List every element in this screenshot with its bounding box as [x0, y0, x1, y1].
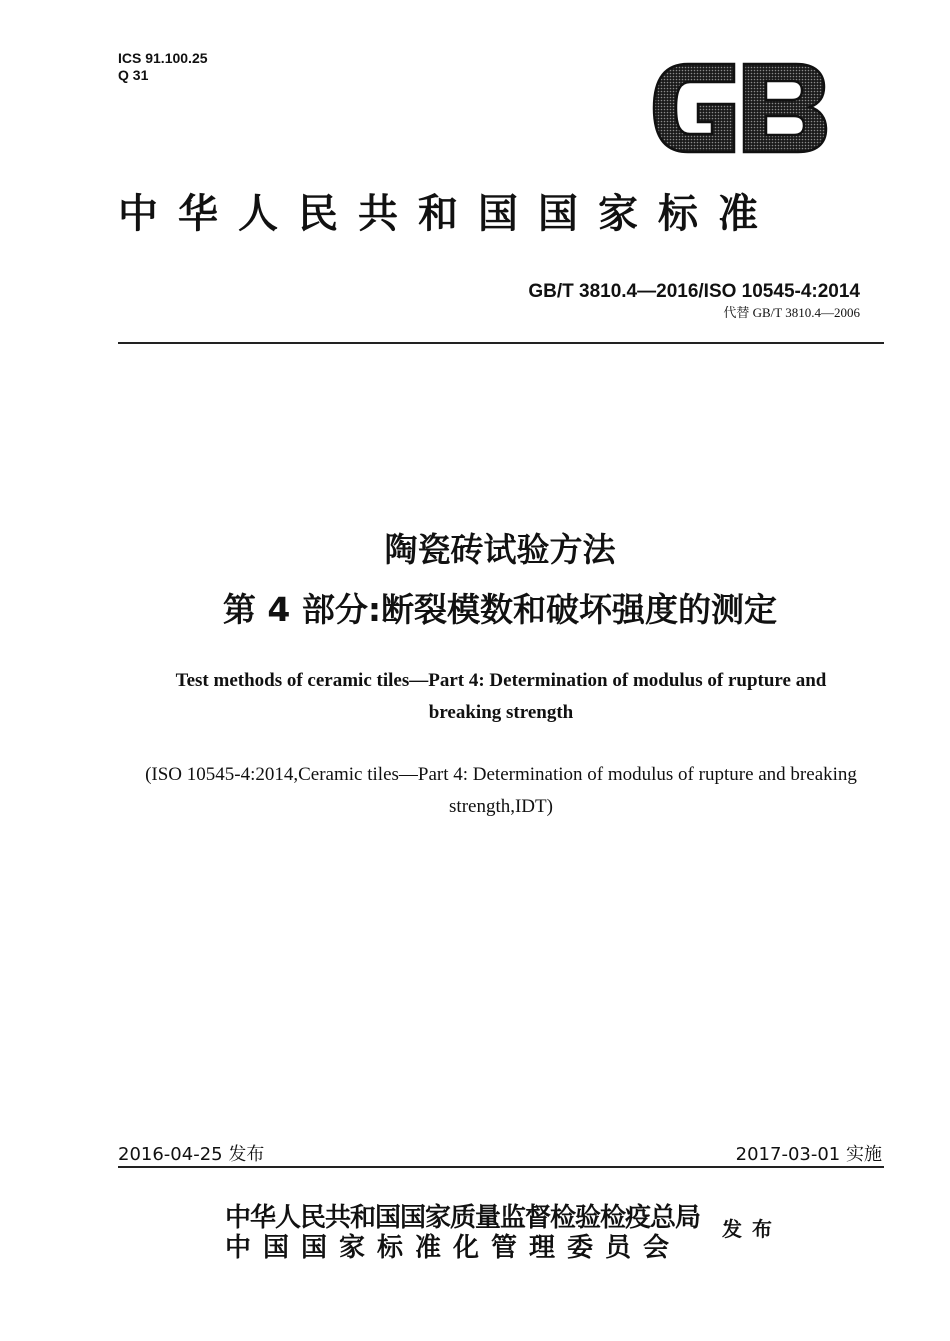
top-divider: [118, 342, 884, 344]
replaces-standard: 代替 GB/T 3810.4—2006: [723, 305, 860, 320]
bottom-divider: [118, 1166, 884, 1168]
english-title: Test methods of ceramic tiles—Part 4: Determination of modulus of rupture and breaking strength: [175, 670, 827, 723]
chinese-title-line-1: 陶瓷砖试验方法: [384, 530, 616, 569]
implementation-date: 2017-03-01 实施: [735, 1144, 882, 1165]
gb-logo: [648, 60, 830, 156]
ics-code: ICS 91.100.25: [118, 50, 208, 66]
issuer-line-2: 中国国家标准化管理委员会: [225, 1233, 682, 1263]
issue-label: 发布: [722, 1217, 782, 1241]
issuer-line-1: 中华人民共和国国家质量监督检验检疫总局: [225, 1203, 701, 1233]
national-standard-title: 中华人民共和国国家标准: [118, 190, 778, 237]
chinese-title-line-2: 第 4 部分:断裂模数和破坏强度的测定: [222, 590, 778, 629]
gb-logo-text: GB: [648, 60, 650, 61]
standard-number: GB/T 3810.4—2016/ISO 10545-4:2014: [528, 281, 860, 302]
ccs-code: Q 31: [118, 67, 149, 83]
standard-number-block: [528, 280, 860, 322]
iso-equivalent-title: (ISO 10545-4:2014,Ceramic tiles—Part 4: Determination of modulus of rupture and breaking strength,IDT): [145, 764, 857, 817]
issue-date: 2016-04-25 发布: [118, 1144, 265, 1165]
classification-codes: [118, 50, 208, 84]
